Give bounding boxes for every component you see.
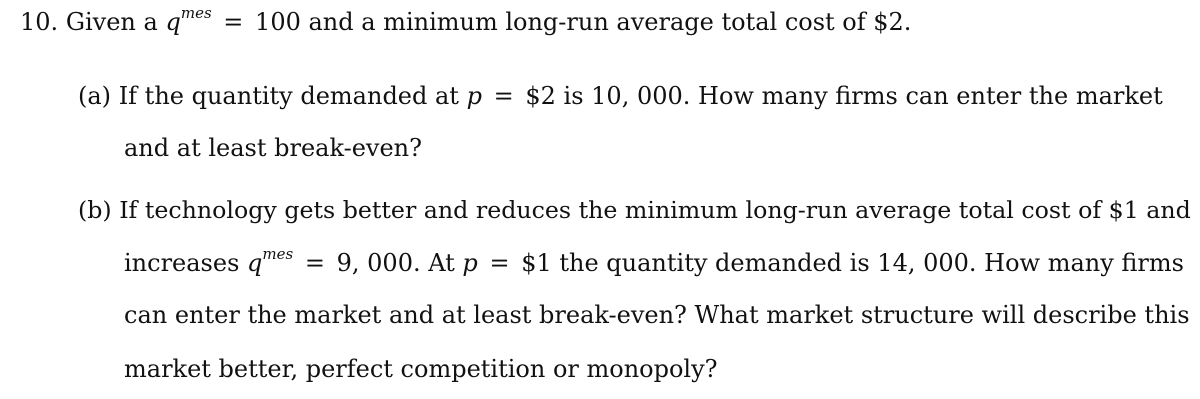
problem-lead-before: Given a <box>65 8 158 36</box>
part-b-line-2-mid: 9, 000. At <box>336 249 455 277</box>
part-b-line-2-after: $1 the quantity demanded is 14, 000. How many firms <box>521 249 1184 277</box>
part-a-line-1 <box>78 82 1163 110</box>
equals-sign: = <box>489 249 510 277</box>
part-b-line-1 <box>78 196 1191 224</box>
equals-sign: = <box>493 82 514 110</box>
equals-sign: = <box>304 249 325 277</box>
part-a-text-before: If the quantity demanded at <box>118 82 459 110</box>
part-a-text-after: $2 is 10, 000. How many firms can enter the market <box>525 82 1163 110</box>
p-symbol: p <box>462 249 478 277</box>
part-b-line-2-before: increases <box>124 249 240 277</box>
problem-lead-after: 100 and a minimum long-run average total cost of $2. <box>255 8 912 36</box>
part-b-line-2 <box>124 245 1184 277</box>
equals-sign: = <box>223 8 244 36</box>
p-symbol: p <box>466 82 482 110</box>
part-b-line-4: market better, perfect competition or monopoly? <box>124 355 718 383</box>
q-mes-symbol: $q^{mes}$ <box>165 4 212 36</box>
part-b-line-1-text: If technology gets better and reduces the minimum long-run average total cost of $1 and <box>119 196 1191 224</box>
part-b-label: (b) <box>78 196 112 224</box>
problem-number: 10. <box>20 8 59 36</box>
part-a-label: (a) <box>78 82 112 110</box>
part-a-line-2: and at least break-even? <box>124 134 422 162</box>
problem-statement <box>20 4 912 36</box>
q-mes-symbol: $q^{mes}$ <box>247 245 294 277</box>
part-b-line-3: can enter the market and at least break-even? What market structure will describe this <box>124 301 1190 329</box>
